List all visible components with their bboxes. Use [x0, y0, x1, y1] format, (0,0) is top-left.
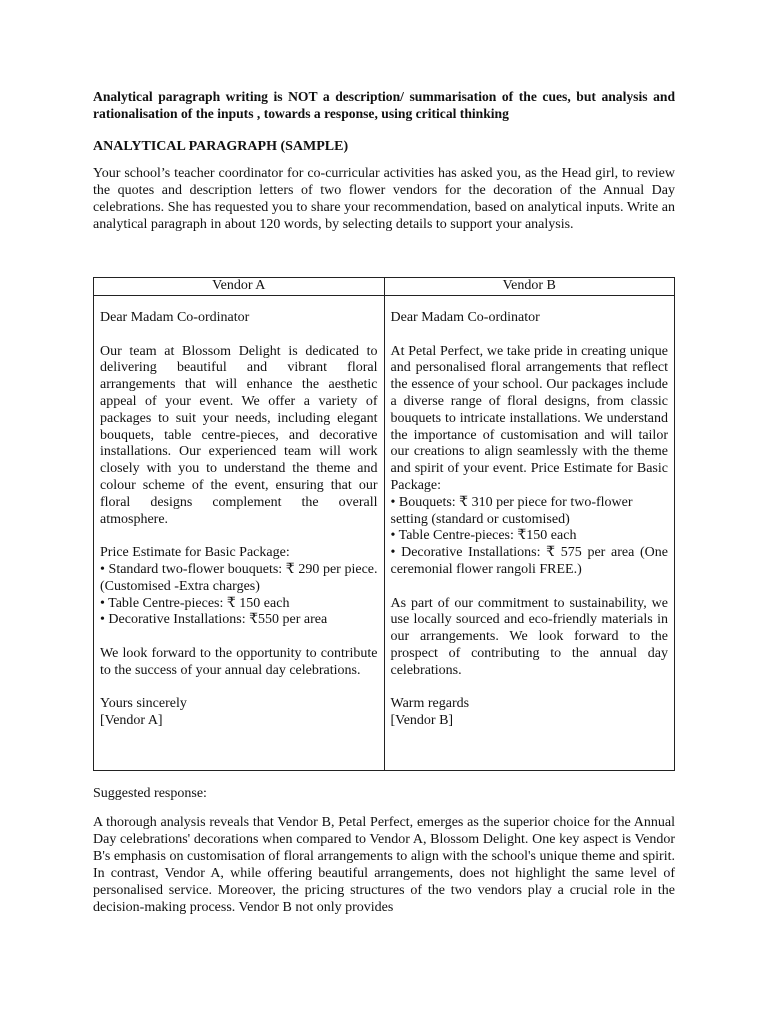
vendor-a-item: • Standard two-flower bouquets: ₹ 290 per piece. (Customised -Extra charges): [100, 561, 378, 594]
header-vendor-a: Vendor A: [94, 278, 385, 296]
vendor-a-price-title: Price Estimate for Basic Package:: [100, 545, 290, 561]
vendor-b-item: • Bouquets: ₹ 310 per piece for two-flower setting (standard or customised): [390, 494, 633, 527]
section-heading: ANALYTICAL PARAGRAPH (SAMPLE): [93, 139, 349, 154]
vendor-a-closing: We look forward to the opportunity to contribute to the success of your annual day celebrations.: [100, 645, 378, 678]
vendor-b-body: At Petal Perfect, we take pride in creating unique and personalised floral arrangements that reflect the essence of your school. Our packages include a diverse range of floral designs, from classic bouquets to intricate installations. We understand the importance of customisation and will tailor our creations to align seamlessly with the theme and spirit of your event. Price Estimate for Basic Package:: [390, 343, 668, 493]
vendor-b-item: • Decorative Installations: ₹ 575 per area (One ceremonial flower rangoli FREE.): [390, 545, 668, 577]
vendor-a-item: • Decorative Installations: ₹550 per area: [100, 612, 328, 628]
intro-instruction: Analytical paragraph writing is NOT a description/ summarisation of the cues, but analysis and rationalisation of the inputs , towards a response, using critical thinking: [93, 89, 675, 121]
task-prompt: Your school’s teacher coordinator for co-curricular activities has asked you, as the Head girl, to review the quotes and description letters of two flower vendors for the decoration of the Annual Day celebrations. She has requested you to share your recommendation, based on analytical inputs. Write an analytical paragraph in about 120 words, by selecting details to support your analysis.: [93, 166, 675, 232]
vendor-a-letter: [94, 296, 385, 771]
header-vendor-b: Vendor B: [384, 278, 675, 296]
suggested-response-label: Suggested response:: [93, 786, 207, 801]
vendor-b-letter: [384, 296, 675, 771]
vendor-comparison-table: [93, 277, 675, 771]
vendor-b-signoff: Warm regards: [390, 696, 470, 712]
vendor-a-body: Our team at Blossom Delight is dedicated to delivering beautiful and vibrant floral arrangements that will enhance the aesthetic appeal of your event. We offer a variety of packages to suit your needs, including elegant bouquets, table centre-pieces, and decorative installations. Our experienced team will work closely with you to understand the theme and colour scheme of the event, ensuring that our floral designs complement the overall atmosphere.: [100, 343, 378, 527]
vendor-a-signoff: Yours sincerely: [100, 696, 187, 712]
vendor-b-salutation: Dear Madam Co-ordinator: [390, 310, 540, 325]
vendor-b-closing: As part of our commitment to sustainability, we use locally sourced and eco-friendly materials in our arrangements. We look forward to the prospect of contributing to the annual day celebrations.: [390, 595, 668, 678]
vendor-b-signature: [Vendor B]: [390, 713, 454, 729]
vendor-a-salutation: Dear Madam Co-ordinator: [100, 310, 250, 325]
vendor-a-signature: [Vendor A]: [100, 713, 163, 729]
suggested-response-text: A thorough analysis reveals that Vendor B, Petal Perfect, emerges as the superior choice for the Annual Day celebrations' decorations when compared to Vendor A, Blossom Delight. One key aspect is Vendor B's emphasis on customisation of floral arrangements to align with the school's unique theme and spirit. In contrast, Vendor A, while offering beautiful arrangements, does not highlight the same level of personalised service. Moreover, the pricing structures of the two vendors play a crucial role in the decision-making process. Vendor B not only provides: [93, 815, 675, 915]
vendor-a-item: • Table Centre-pieces: ₹ 150 each: [100, 595, 290, 611]
vendor-b-item: • Table Centre-pieces: ₹150 each: [390, 528, 577, 544]
